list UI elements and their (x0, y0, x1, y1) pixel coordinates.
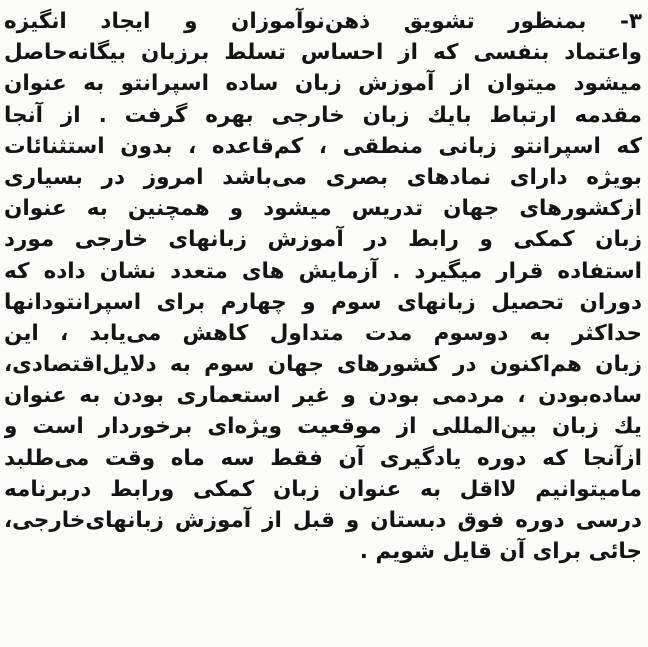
paragraph-line: زبان کمکی و رابط در آموزش زبانهای خارجی مورد (4, 227, 642, 253)
paragraph-line-last: جائی برای آن قایل شویم . (359, 539, 642, 565)
body-paragraph (4, 6, 642, 567)
paragraph-line: دوران تحصیل زبانهای سوم و چهارم برای اسپرانتودانها (4, 289, 642, 315)
paragraph-line: بویژه دارای نمادهای بصری می‌باشد امروز در بسیاری (4, 164, 642, 190)
paragraph-line: مقدمه ارتباط بایك زبان خارجی بهره گرفت . از آنجا (4, 102, 642, 128)
paragraph-line: درسی دوره فوق دبستان و قبل از آموزش زبانهای‌خارجی، (4, 508, 642, 533)
paragraph-line: ساده‌بودن ، مردمی بودن و غیر استعماری بودن به عنوان (4, 383, 642, 409)
paragraph-line: ازآنجا که دوره یادگیری آن فقط سه ماه وقت می‌طلبد (4, 445, 642, 471)
paragraph-line: واعتماد بنفسی که از احساس تسلط برزبان بیگانه‌حاصل (4, 40, 642, 66)
paragraph-line: مامیتوانیم لااقل به عنوان زبان کمکی ورابط دربرنامه (4, 476, 642, 502)
paragraph-line: ازکشورهای جهان تدریس میشود و همچنین به عنوان (4, 196, 642, 222)
paragraph-line: میشود میتوان از آموزش زبان ساده اسپرانتو به عنوان (4, 71, 642, 97)
paragraph-line: زبان هم‌اکنون در کشورهای جهان سوم به دلایل‌اقتصادی، (4, 352, 642, 378)
paragraph-line: یك زبان بین‌المللی از موقعیت ویژه‌ای برخوردار است و (4, 414, 642, 440)
paragraph-line: حداکثر به دوسوم مدت متداول کاهش می‌یابد ، این (4, 320, 642, 346)
paragraph-line: ۳- بمنظور تشویق ذهن‌نوآموزان و ایجاد انگیزه (4, 9, 642, 34)
paragraph-line: که اسپرانتو زبانی منطقی ، کم‌قاعده ، بدون استثنائات (4, 133, 642, 159)
paragraph-line: استفاده قرار میگیرد . آزمایش های متعدد نشان داده که (4, 258, 642, 284)
